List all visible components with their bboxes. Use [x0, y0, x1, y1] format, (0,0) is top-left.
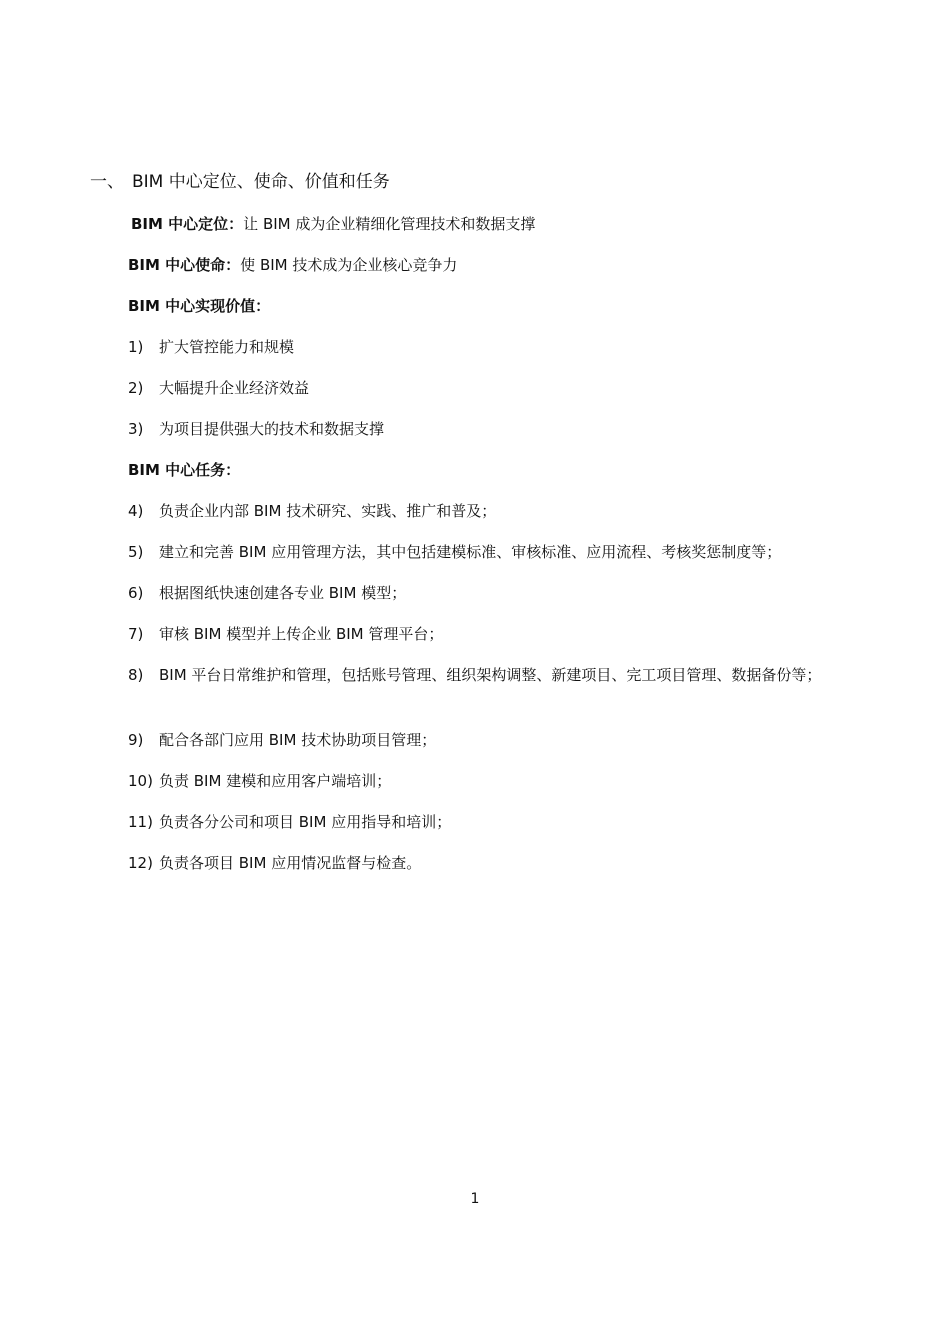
list-item-number: 1)	[128, 338, 144, 356]
mission-label: BIM 中心使命：	[128, 256, 241, 274]
list-item-number: 3)	[128, 420, 144, 438]
list-item-text: 审核 BIM 模型并上传企业 BIM 管理平台；	[159, 625, 444, 643]
list-item-text: 配合各部门应用 BIM 技术协助项目管理；	[159, 731, 437, 749]
list-item	[128, 851, 863, 875]
list-item-text: 负责各分公司和项目 BIM 应用指导和培训；	[159, 813, 452, 831]
list-item-number: 11)	[128, 813, 153, 831]
list-item-text: 负责 BIM 建模和应用客户端培训；	[159, 772, 392, 790]
list-item-text: 大幅提升企业经济效益	[159, 379, 310, 397]
list-item-number: 9)	[128, 731, 144, 749]
section-title: BIM 中心定位、使命、价值和任务	[132, 172, 390, 192]
list-item-text: 根据图纸快速创建各专业 BIM 模型；	[159, 584, 407, 602]
mission-line	[128, 253, 457, 277]
list-item-text: 扩大管控能力和规模	[159, 338, 295, 356]
list-item-text: 建立和完善 BIM 应用管理方法，其中包括建模标准、审核标准、应用流程、考核奖惩制度等；	[159, 543, 782, 561]
list-item-text: 负责各项目 BIM 应用情况监督与检查。	[159, 854, 422, 872]
positioning-line	[131, 212, 535, 236]
value-line	[128, 294, 270, 318]
list-item	[128, 540, 863, 564]
list-item	[128, 622, 863, 646]
list-item-text: 为项目提供强大的技术和数据支撑	[159, 420, 385, 438]
list-item	[128, 499, 863, 523]
positioning-label: BIM 中心定位：	[131, 215, 244, 233]
list-item	[128, 810, 863, 834]
list-item-number: 6)	[128, 584, 144, 602]
list-item	[128, 335, 863, 359]
tasks-label: BIM 中心任务：	[128, 461, 241, 479]
list-item-number: 10)	[128, 772, 153, 790]
section-heading	[90, 170, 390, 194]
section-number: 一、	[90, 172, 124, 192]
positioning-text: 让 BIM 成为企业精细化管理技术和数据支撑	[243, 215, 536, 233]
list-item	[128, 728, 863, 752]
list-item	[128, 417, 863, 441]
list-item-text: BIM 平台日常维护和管理，包括账号管理、组织架构调整、新建项目、完工项目管理、数据备份等；	[159, 666, 822, 684]
mission-text: 使 BIM 技术成为企业核心竞争力	[240, 256, 458, 274]
list-item-number: 12)	[128, 854, 153, 872]
list-item-number: 7)	[128, 625, 144, 643]
tasks-line	[128, 458, 240, 482]
list-item-number: 5)	[128, 543, 144, 561]
list-item	[128, 663, 863, 687]
value-label: BIM 中心实现价值：	[128, 297, 271, 315]
list-item	[128, 769, 863, 793]
list-item-number: 4)	[128, 502, 144, 520]
list-item-text: 负责企业内部 BIM 技术研究、实践、推广和普及；	[159, 502, 497, 520]
page-number: 1	[470, 1191, 480, 1207]
list-item-number: 8)	[128, 666, 144, 684]
list-item	[128, 581, 863, 605]
list-item-number: 2)	[128, 379, 144, 397]
list-item	[128, 376, 863, 400]
